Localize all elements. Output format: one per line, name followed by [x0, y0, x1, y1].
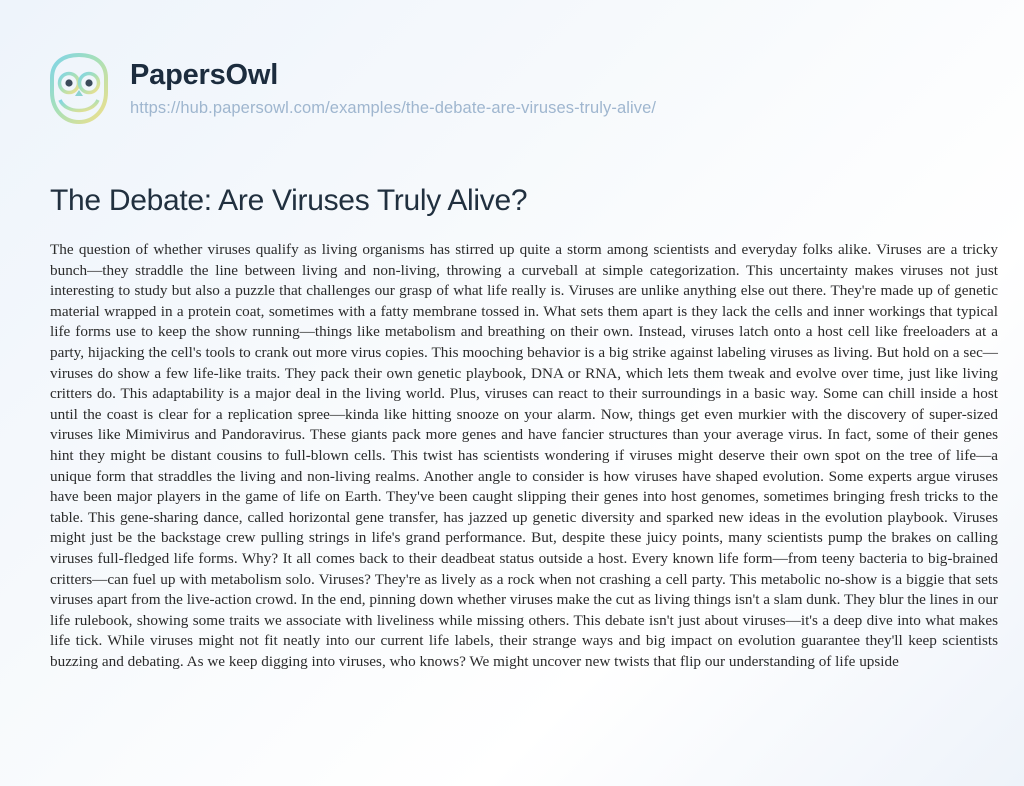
site-header — [46, 48, 978, 144]
page-title: The Debate: Are Viruses Truly Alive? — [50, 184, 528, 217]
brand-text-block — [130, 48, 656, 118]
owl-logo-icon — [46, 52, 112, 126]
source-url[interactable]: https://hub.papersowl.com/examples/the-debate-are-viruses-truly-alive/ — [130, 98, 657, 117]
brand-name: PapersOwl — [130, 59, 279, 91]
article-body: The question of whether viruses qualify as living organisms has stirred up quite a storm among scientists and everyday folks alike. Viruses are a tricky bunch—they straddle the line between living and non-living, throwing a curveball at simple categorization. This uncertainty makes viruses not just interesting to study but also a puzzle that challenges our grasp of what life really is. Viruses are unlike anything else out there. They're made up of genetic material wrapped in a protein coat, sometimes with a fatty membrane tossed in. What sets them apart is they lack the cells and inner workings that typical life forms use to keep the show running—things like metabolism and breathing on their own. Instead, viruses latch onto a host cell like freeloaders at a party, hijacking the cell's tools to crank out more virus copies. This mooching behavior is a big strike against labeling viruses as living. But hold on a sec—viruses do show a few life-like traits. They pack their own genetic playbook, DNA or RNA, which lets them tweak and evolve over time, just like living critters do. This adaptability is a major deal in the living world. Plus, viruses can react to their surroundings in a basic way. Some can chill inside a host until the coast is clear for a replication spree—kinda like hitting snooze on your alarm. Now, things get even murkier with the discovery of super-sized viruses like Mimivirus and Pandoravirus. These giants pack more genes and have fancier structures than your average virus. In fact, some of their genes hint they might be distant cousins to full-blown cells. This twist has scientists wondering if viruses might deserve their own spot on the tree of life—a unique form that straddles the living and non-living realms. Another angle to consider is how viruses have shaped evolution. Some experts argue viruses have been major players in the game of life on Earth. They've been caught slipping their genes into host genomes, sometimes bringing fresh tricks to the table. This gene-sharing dance, called horizontal gene transfer, has jazzed up genetic diversity and sparked new ideas in the evolution playbook. Viruses might just be the backstage crew pulling strings in life's grand performance. But, despite these juicy points, many scientists pump the brakes on calling viruses full-fledged life forms. Why? It all comes back to their deadbeat status outside a host. Every known life form—from teeny bacteria to big-brained critters—can fuel up with metabolism solo. Viruses? They're as lively as a rock when not crashing a cell party. This metabolic no-show is a biggie that sets viruses apart from the live-action crowd. In the end, pinning down whether viruses make the cut as living things isn't a slam dunk. They blur the lines in our life rulebook, showing some traits we associate with liveliness while missing others. This debate isn't just about viruses—it's a deep dive into what makes life tick. While viruses might not fit neatly into our current life labels, their strange ways and big impact on evolution guarantee they'll keep scientists buzzing and debating. As we keep digging into viruses, who knows? We might uncover new twists that flip our understanding of life upside — [50, 241, 998, 670]
